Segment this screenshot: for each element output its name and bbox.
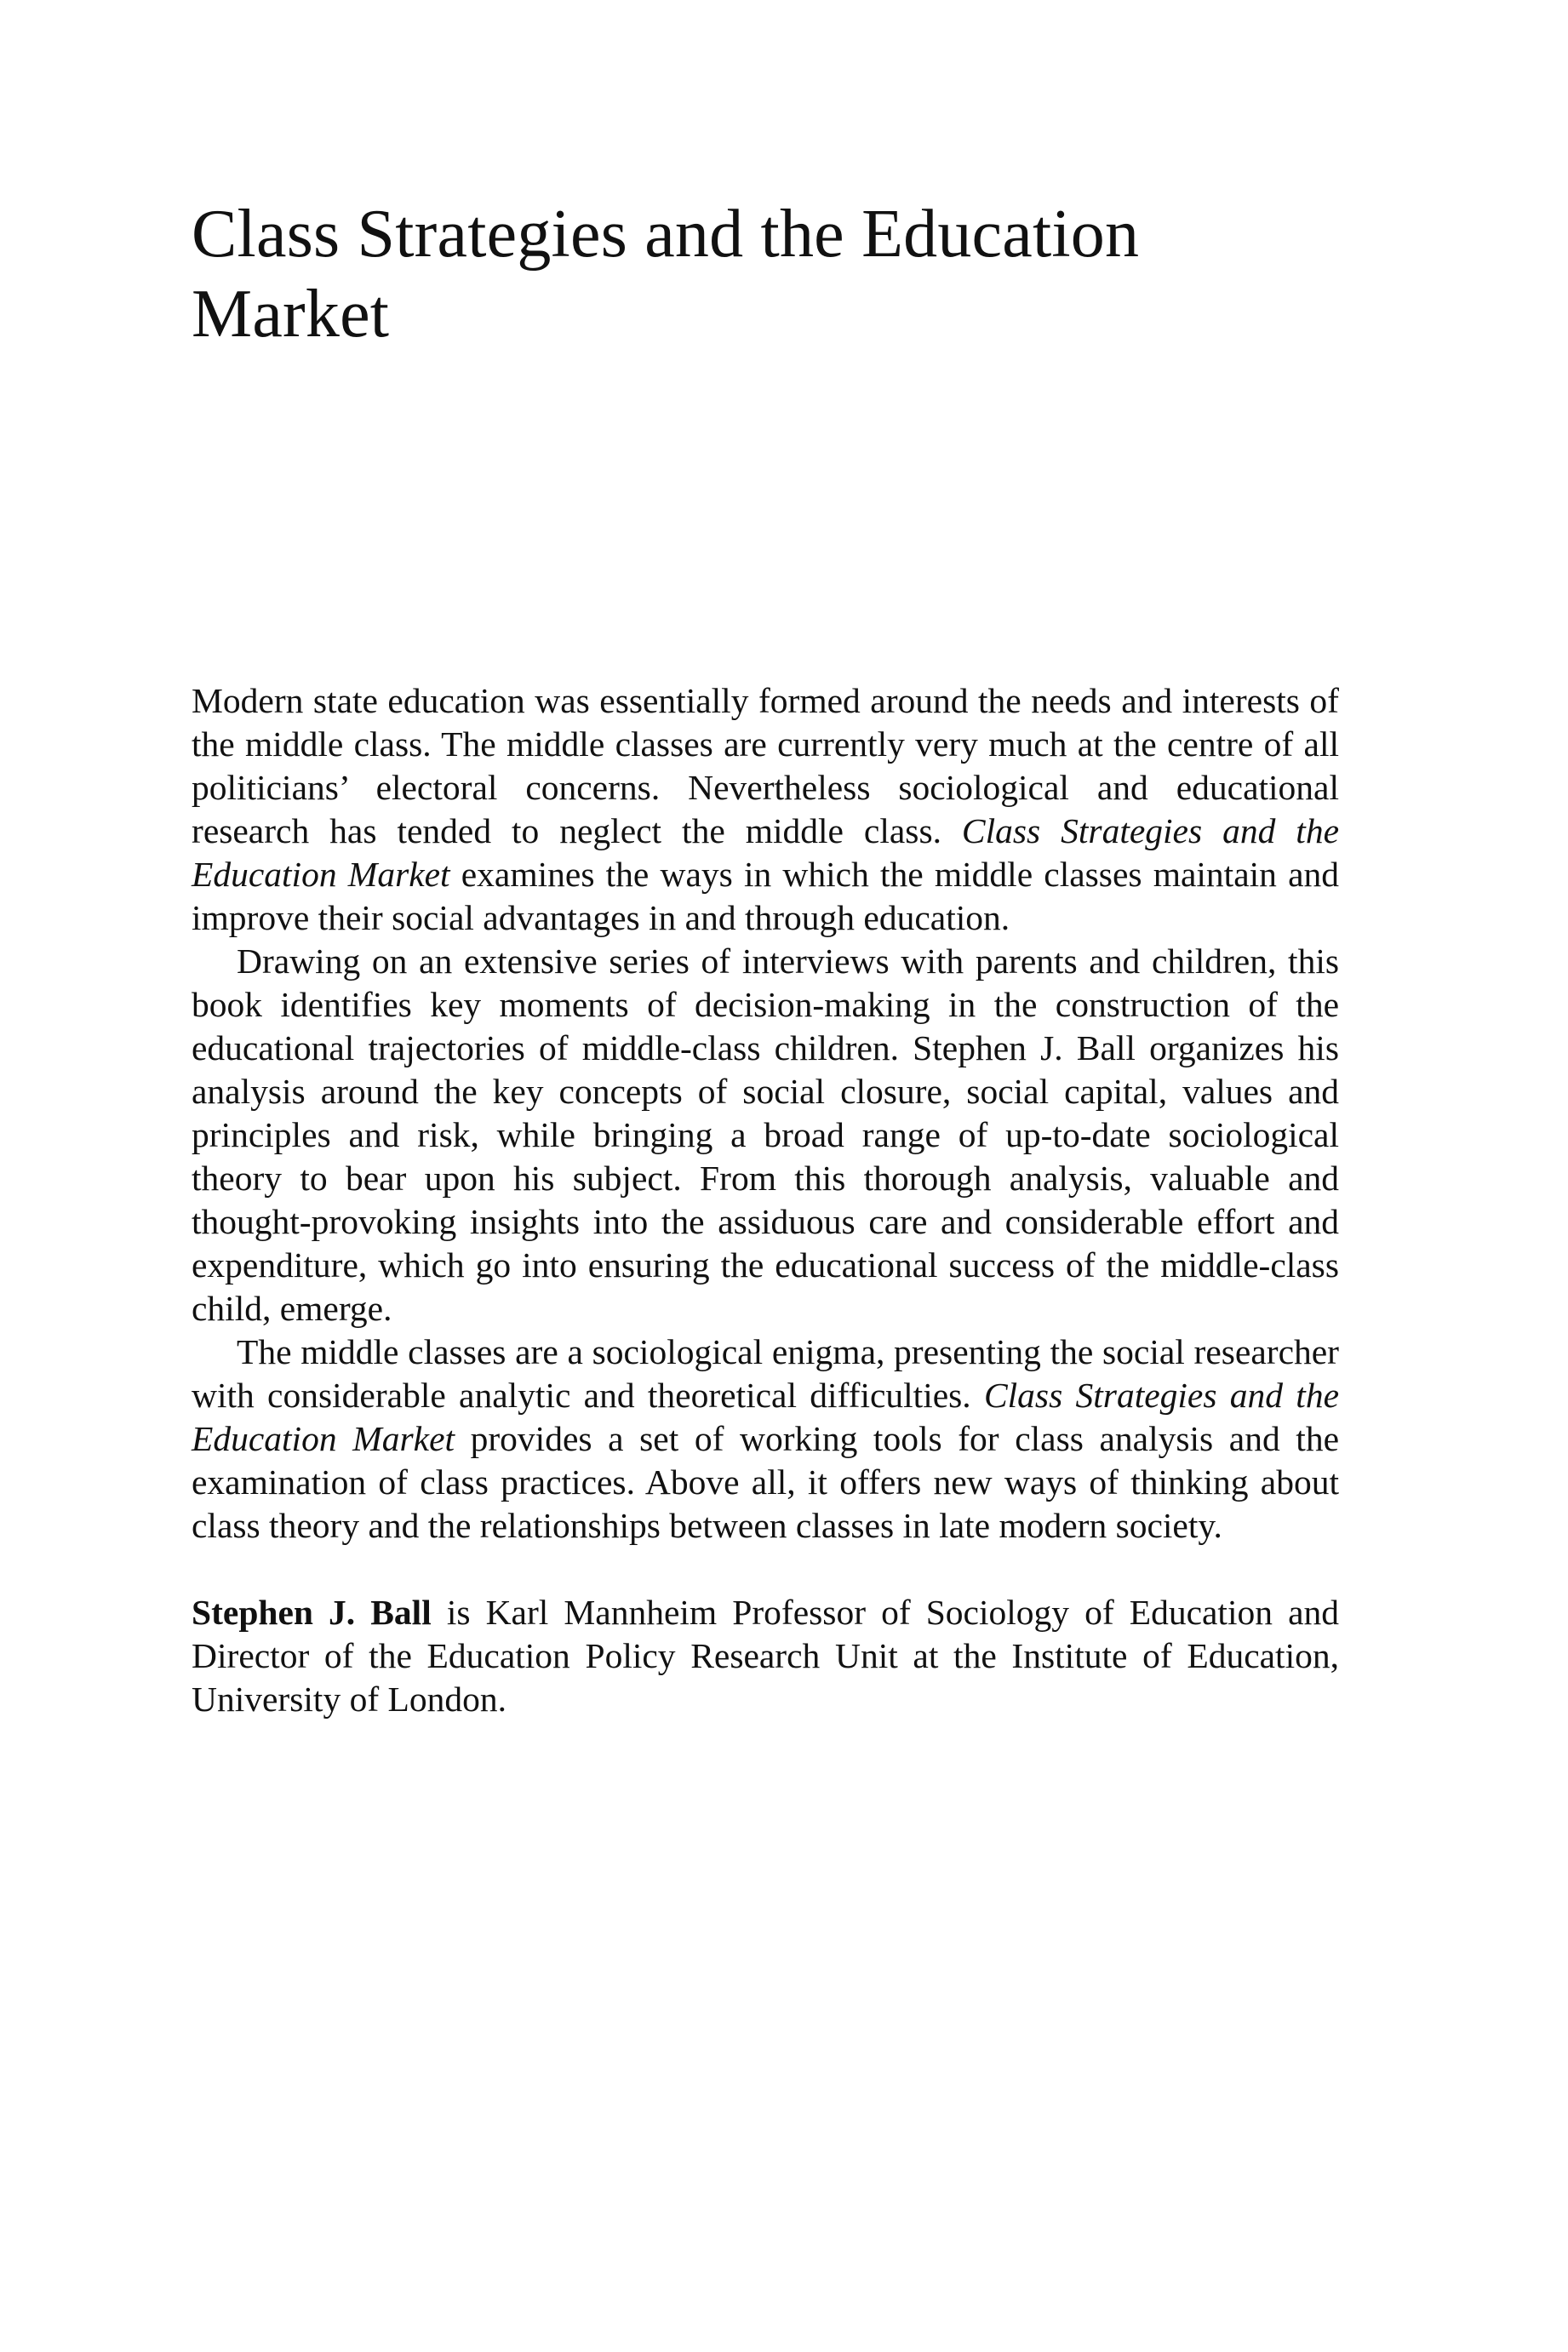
- paragraph-3-text-a: The middle classes are a sociological enigma, presenting the social researcher with considerable analytic and theoretical difficulties.: [192, 1332, 1339, 1415]
- paragraph-2-text: Drawing on an extensive series of interviews with parents and children, this book identifies key moments of decision-making in the construction of the educational trajectories of middle-class children. Stephen J. Ball organizes his analysis around the key concepts of social closure, social capital, values and principles and risk, while bringing a broad range of up-to-date sociological theory to bear upon his subject. From this thorough analysis, valuable and thought-provoking insights into the assiduous care and considerable effort and expenditure, which go into ensuring the educational success of the middle-class child, emerge.: [192, 941, 1339, 1328]
- paragraph-1-text-a: Modern state education was essentially formed around the needs and interests of the middle class. The middle classes are currently very much at the centre of all politicians’ electoral concerns. Nevertheless sociological and educational research has tended to neglect the middle class.: [192, 681, 1339, 850]
- blurb-paragraph-3: [192, 1331, 1339, 1548]
- book-title-line-1: Class Strategies and the Education: [192, 197, 1140, 272]
- paragraph-3-text-b: provides a set of working tools for class analysis and the examination of class practices. Above all, it offers new ways of thinking about class theory and the relationships between classes in late modern society.: [192, 1419, 1339, 1545]
- book-title: [192, 194, 1383, 354]
- paragraph-1-text-b: examines the ways in which the middle classes maintain and improve their social advantages in and through education.: [192, 855, 1339, 937]
- paragraph-3-italic-title: Class Strategies and the Education Market: [192, 1376, 1339, 1458]
- author-name: Stephen J. Ball: [192, 1593, 432, 1632]
- blurb-paragraph-1: [192, 679, 1339, 940]
- author-bio-text: is Karl Mannheim Professor of Sociology of Education and Director of the Education Policy Research Unit at the Institute of Education, University of London.: [192, 1593, 1339, 1719]
- author-bio: [192, 1591, 1339, 1721]
- paragraph-1-italic-title: Class Strategies and the Education Market: [192, 811, 1339, 894]
- blurb-body: [192, 679, 1339, 1721]
- book-title-line-2: Market: [192, 277, 390, 352]
- blurb-paragraph-2: [192, 940, 1339, 1331]
